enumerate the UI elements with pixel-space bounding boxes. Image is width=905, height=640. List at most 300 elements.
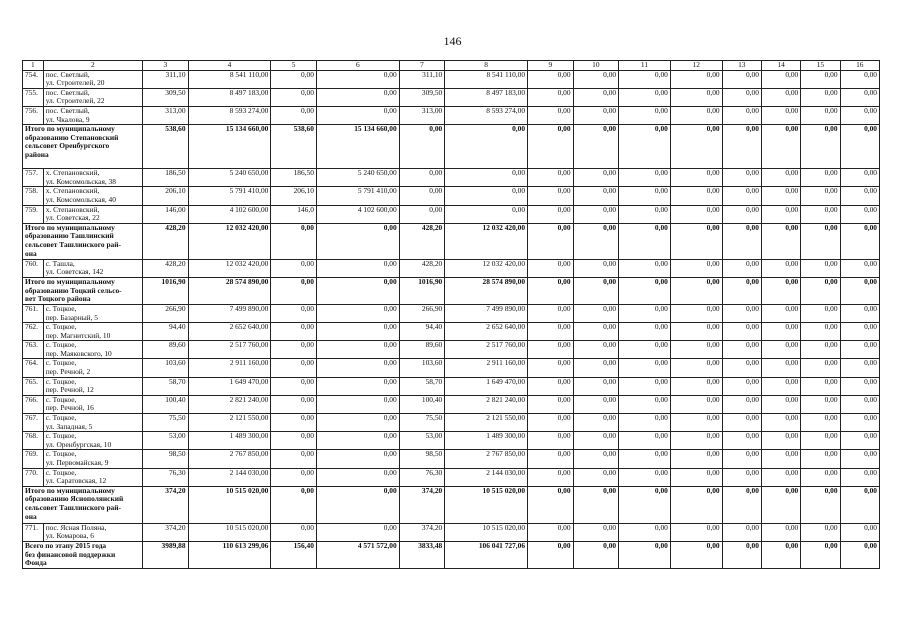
value-cell: 0,00 [761, 341, 800, 359]
value-cell: 15 134 660,00 [316, 125, 399, 169]
value-cell: 0,00 [271, 377, 317, 395]
subtotal-row [23, 541, 880, 568]
value-cell: 0,00 [840, 450, 879, 468]
value-cell: 428,20 [399, 259, 445, 277]
value-cell: 0,00 [528, 323, 574, 341]
value-cell: 0,00 [528, 377, 574, 395]
value-cell: 10 515 020,00 [188, 523, 271, 541]
table-row [23, 414, 880, 432]
value-cell: 75,50 [143, 414, 189, 432]
value-cell: 206,10 [271, 187, 317, 205]
value-cell: 0,00 [801, 486, 840, 523]
value-cell: 0,00 [801, 450, 840, 468]
value-cell: 0,00 [619, 395, 671, 413]
value-cell: 0,00 [528, 468, 574, 486]
value-cell: 0,00 [801, 541, 840, 568]
value-cell: 0,00 [619, 414, 671, 432]
value-cell: 0,00 [761, 205, 800, 223]
value-cell: 156,40 [271, 541, 317, 568]
value-cell: 0,00 [722, 541, 761, 568]
value-cell: 0,00 [670, 323, 722, 341]
column-number: 3 [143, 61, 189, 71]
value-cell: 374,20 [143, 523, 189, 541]
column-number: 6 [316, 61, 399, 71]
value-cell: 89,60 [143, 341, 189, 359]
value-cell: 0,00 [670, 125, 722, 169]
value-cell: 0,00 [801, 523, 840, 541]
value-cell: 0,00 [840, 468, 879, 486]
value-cell: 94,40 [399, 323, 445, 341]
address-cell: х. Степановский, ул. Комсомольская, 38 [43, 169, 142, 187]
table-row [23, 88, 880, 106]
value-cell: 0,00 [722, 523, 761, 541]
value-cell: 0,00 [316, 70, 399, 88]
value-cell: 374,20 [143, 486, 189, 523]
value-cell: 98,50 [399, 450, 445, 468]
value-cell: 76,30 [143, 468, 189, 486]
value-cell: 0,00 [840, 395, 879, 413]
subtotal-row [23, 125, 880, 169]
value-cell: 0,00 [271, 414, 317, 432]
table-row [23, 377, 880, 395]
value-cell: 0,00 [573, 304, 619, 322]
table-row [23, 205, 880, 223]
value-cell: 0,00 [670, 70, 722, 88]
value-cell: 0,00 [445, 205, 528, 223]
value-cell: 311,10 [399, 70, 445, 88]
value-cell: 1 489 300,00 [445, 432, 528, 450]
subtotal-label: Итого по муниципальному образованию Тоцкий сельсо- вет Тоцкого района [23, 277, 143, 304]
value-cell: 0,00 [801, 187, 840, 205]
value-cell: 103,60 [143, 359, 189, 377]
value-cell: 0,00 [840, 359, 879, 377]
value-cell: 89,60 [399, 341, 445, 359]
value-cell: 0,00 [528, 486, 574, 523]
value-cell: 0,00 [761, 70, 800, 88]
column-number: 1 [23, 61, 44, 71]
subtotal-row [23, 486, 880, 523]
value-cell: 0,00 [840, 323, 879, 341]
value-cell: 12 032 420,00 [188, 259, 271, 277]
value-cell: 0,00 [619, 359, 671, 377]
value-cell: 0,00 [670, 205, 722, 223]
value-cell: 0,00 [271, 277, 317, 304]
value-cell: 0,00 [271, 432, 317, 450]
column-number: 16 [840, 61, 879, 71]
row-number: 770. [23, 468, 44, 486]
report-table [22, 60, 880, 569]
value-cell: 0,00 [801, 395, 840, 413]
table-row [23, 187, 880, 205]
value-cell: 538,60 [143, 125, 189, 169]
value-cell: 0,00 [316, 277, 399, 304]
value-cell: 0,00 [670, 304, 722, 322]
value-cell: 0,00 [573, 359, 619, 377]
value-cell: 0,00 [840, 432, 879, 450]
column-number: 8 [445, 61, 528, 71]
value-cell: 0,00 [722, 395, 761, 413]
value-cell: 2 911 160,00 [445, 359, 528, 377]
value-cell: 0,00 [801, 414, 840, 432]
value-cell: 2 121 550,00 [445, 414, 528, 432]
value-cell: 0,00 [761, 395, 800, 413]
value-cell: 1 649 470,00 [188, 377, 271, 395]
subtotal-label: Итого по муниципальному образованию Степановский сельсовет Оренбургского района [23, 125, 143, 169]
address-cell: с. Тоцкое, пер. Маяковского, 10 [43, 341, 142, 359]
value-cell: 0,00 [573, 88, 619, 106]
value-cell: 0,00 [619, 377, 671, 395]
subtotal-label: Итого по муниципальному образованию Яснополянский сельсовет Ташлинского рай- она [23, 486, 143, 523]
value-cell: 0,00 [761, 304, 800, 322]
value-cell: 0,00 [573, 277, 619, 304]
value-cell: 0,00 [619, 259, 671, 277]
value-cell: 58,70 [399, 377, 445, 395]
column-number: 11 [619, 61, 671, 71]
address-cell: с. Тоцкое, пер. Речной, 16 [43, 395, 142, 413]
row-number: 760. [23, 259, 44, 277]
value-cell: 0,00 [801, 323, 840, 341]
value-cell: 0,00 [271, 468, 317, 486]
value-cell: 0,00 [801, 468, 840, 486]
address-cell: с. Тоцкое, ул. Первомайская, 9 [43, 450, 142, 468]
value-cell: 12 032 420,00 [188, 223, 271, 259]
value-cell: 2 652 640,00 [445, 323, 528, 341]
value-cell: 76,30 [399, 468, 445, 486]
value-cell: 0,00 [573, 125, 619, 169]
value-cell: 0,00 [619, 341, 671, 359]
address-cell: с. Тоцкое, пер. Речной, 2 [43, 359, 142, 377]
value-cell: 0,00 [722, 468, 761, 486]
value-cell: 0,00 [573, 341, 619, 359]
value-cell: 0,00 [528, 205, 574, 223]
row-number: 761. [23, 304, 44, 322]
value-cell: 0,00 [573, 70, 619, 88]
value-cell: 0,00 [801, 70, 840, 88]
table-row [23, 359, 880, 377]
value-cell: 0,00 [528, 341, 574, 359]
row-number: 755. [23, 88, 44, 106]
value-cell: 0,00 [670, 468, 722, 486]
value-cell: 0,00 [619, 223, 671, 259]
value-cell: 0,00 [619, 468, 671, 486]
column-number: 9 [528, 61, 574, 71]
value-cell: 0,00 [761, 541, 800, 568]
value-cell: 1016,90 [399, 277, 445, 304]
value-cell: 0,00 [801, 88, 840, 106]
value-cell: 0,00 [722, 432, 761, 450]
value-cell: 313,00 [399, 106, 445, 124]
value-cell: 0,00 [528, 359, 574, 377]
value-cell: 0,00 [445, 169, 528, 187]
value-cell: 0,00 [670, 486, 722, 523]
value-cell: 0,00 [840, 377, 879, 395]
table-row [23, 106, 880, 124]
address-cell: с. Тоцкое, ул. Оренбургская, 10 [43, 432, 142, 450]
column-number: 2 [43, 61, 142, 71]
column-number: 5 [271, 61, 317, 71]
value-cell: 3833,48 [399, 541, 445, 568]
value-cell: 0,00 [801, 169, 840, 187]
value-cell: 4 571 572,00 [316, 541, 399, 568]
row-number: 759. [23, 205, 44, 223]
value-cell: 0,00 [670, 341, 722, 359]
value-cell: 0,00 [271, 259, 317, 277]
address-cell: с. Тоцкое, пер. Магнитский, 10 [43, 323, 142, 341]
value-cell: 8 541 110,00 [188, 70, 271, 88]
value-cell: 5 791 410,00 [316, 187, 399, 205]
value-cell: 146,0 [271, 205, 317, 223]
value-cell: 0,00 [722, 187, 761, 205]
value-cell: 0,00 [271, 106, 317, 124]
value-cell: 0,00 [316, 468, 399, 486]
value-cell: 0,00 [840, 223, 879, 259]
value-cell: 538,60 [271, 125, 317, 169]
value-cell: 0,00 [316, 259, 399, 277]
value-cell: 0,00 [316, 359, 399, 377]
value-cell: 0,00 [761, 125, 800, 169]
row-number: 766. [23, 395, 44, 413]
value-cell: 0,00 [619, 323, 671, 341]
value-cell: 0,00 [619, 106, 671, 124]
value-cell: 2 821 240,00 [445, 395, 528, 413]
column-number: 10 [573, 61, 619, 71]
value-cell: 0,00 [670, 541, 722, 568]
value-cell: 0,00 [573, 223, 619, 259]
value-cell: 1 649 470,00 [445, 377, 528, 395]
value-cell: 4 102 600,00 [188, 205, 271, 223]
value-cell: 8 593 274,00 [445, 106, 528, 124]
column-number-row [23, 61, 880, 71]
table-row [23, 259, 880, 277]
value-cell: 0,00 [528, 395, 574, 413]
value-cell: 0,00 [316, 523, 399, 541]
value-cell: 5 240 650,00 [316, 169, 399, 187]
value-cell: 0,00 [722, 223, 761, 259]
value-cell: 10 515 020,00 [188, 486, 271, 523]
value-cell: 10 515 020,00 [445, 523, 528, 541]
value-cell: 309,50 [143, 88, 189, 106]
value-cell: 0,00 [573, 169, 619, 187]
value-cell: 0,00 [316, 106, 399, 124]
value-cell: 0,00 [801, 259, 840, 277]
row-number: 765. [23, 377, 44, 395]
value-cell: 0,00 [528, 187, 574, 205]
value-cell: 0,00 [670, 259, 722, 277]
value-cell: 0,00 [316, 414, 399, 432]
value-cell: 0,00 [840, 304, 879, 322]
value-cell: 0,00 [761, 88, 800, 106]
column-number: 12 [670, 61, 722, 71]
subtotal-row [23, 223, 880, 259]
row-number: 767. [23, 414, 44, 432]
value-cell: 0,00 [573, 205, 619, 223]
value-cell: 0,00 [316, 395, 399, 413]
value-cell: 0,00 [670, 106, 722, 124]
value-cell: 0,00 [840, 70, 879, 88]
value-cell: 3989,88 [143, 541, 189, 568]
value-cell: 0,00 [840, 486, 879, 523]
table-row [23, 341, 880, 359]
value-cell: 0,00 [271, 523, 317, 541]
value-cell: 0,00 [573, 450, 619, 468]
value-cell: 266,90 [399, 304, 445, 322]
value-cell: 106 041 727,06 [445, 541, 528, 568]
value-cell: 266,90 [143, 304, 189, 322]
value-cell: 0,00 [761, 523, 800, 541]
address-cell: пос. Светлый, ул. Строителей, 22 [43, 88, 142, 106]
value-cell: 12 032 420,00 [445, 223, 528, 259]
value-cell: 2 517 760,00 [445, 341, 528, 359]
value-cell: 0,00 [528, 432, 574, 450]
value-cell: 374,20 [399, 523, 445, 541]
value-cell: 4 102 600,00 [316, 205, 399, 223]
value-cell: 0,00 [528, 523, 574, 541]
value-cell: 2 144 030,00 [188, 468, 271, 486]
value-cell: 311,10 [143, 70, 189, 88]
value-cell: 0,00 [619, 277, 671, 304]
value-cell: 0,00 [573, 187, 619, 205]
value-cell: 0,00 [761, 414, 800, 432]
value-cell: 0,00 [573, 541, 619, 568]
table-row [23, 523, 880, 541]
value-cell: 15 134 660,00 [188, 125, 271, 169]
value-cell: 0,00 [573, 106, 619, 124]
value-cell: 98,50 [143, 450, 189, 468]
value-cell: 2 767 850,00 [188, 450, 271, 468]
value-cell: 100,40 [143, 395, 189, 413]
value-cell: 8 497 183,00 [445, 88, 528, 106]
value-cell: 28 574 890,00 [188, 277, 271, 304]
subtotal-label: Всего по этапу 2015 года без финансовой поддержки Фонда [23, 541, 143, 568]
value-cell: 0,00 [722, 106, 761, 124]
value-cell: 0,00 [840, 88, 879, 106]
value-cell: 0,00 [528, 88, 574, 106]
address-cell: пос. Ясная Поляна, ул. Комарова, 6 [43, 523, 142, 541]
value-cell: 0,00 [801, 205, 840, 223]
value-cell: 186,50 [271, 169, 317, 187]
row-number: 764. [23, 359, 44, 377]
value-cell: 0,00 [801, 106, 840, 124]
value-cell: 0,00 [670, 432, 722, 450]
subtotal-label: Итого по муниципальному образованию Ташлинский сельсовет Ташлинского рай- она [23, 223, 143, 259]
value-cell: 0,00 [619, 169, 671, 187]
value-cell: 0,00 [316, 223, 399, 259]
value-cell: 1016,90 [143, 277, 189, 304]
value-cell: 0,00 [271, 359, 317, 377]
table-row [23, 450, 880, 468]
subtotal-row [23, 277, 880, 304]
value-cell: 0,00 [761, 106, 800, 124]
value-cell: 0,00 [722, 486, 761, 523]
value-cell: 0,00 [761, 223, 800, 259]
value-cell: 0,00 [670, 88, 722, 106]
value-cell: 428,20 [399, 223, 445, 259]
value-cell: 0,00 [722, 88, 761, 106]
value-cell: 0,00 [840, 277, 879, 304]
value-cell: 0,00 [722, 125, 761, 169]
value-cell: 428,20 [143, 223, 189, 259]
row-number: 771. [23, 523, 44, 541]
value-cell: 75,50 [399, 414, 445, 432]
value-cell: 0,00 [670, 523, 722, 541]
value-cell: 2 767 850,00 [445, 450, 528, 468]
value-cell: 0,00 [619, 486, 671, 523]
value-cell: 5 240 650,00 [188, 169, 271, 187]
value-cell: 0,00 [399, 169, 445, 187]
value-cell: 0,00 [722, 277, 761, 304]
value-cell: 94,40 [143, 323, 189, 341]
value-cell: 0,00 [722, 341, 761, 359]
value-cell: 0,00 [619, 523, 671, 541]
value-cell: 0,00 [840, 414, 879, 432]
value-cell: 0,00 [670, 223, 722, 259]
value-cell: 0,00 [528, 277, 574, 304]
value-cell: 0,00 [761, 187, 800, 205]
row-number: 762. [23, 323, 44, 341]
row-number: 756. [23, 106, 44, 124]
value-cell: 0,00 [670, 169, 722, 187]
value-cell: 0,00 [316, 341, 399, 359]
value-cell: 0,00 [722, 169, 761, 187]
value-cell: 0,00 [316, 450, 399, 468]
address-cell: х. Степановский, ул. Советская, 22 [43, 205, 142, 223]
value-cell: 0,00 [761, 377, 800, 395]
value-cell: 0,00 [761, 169, 800, 187]
column-number: 14 [761, 61, 800, 71]
value-cell: 2 144 030,00 [445, 468, 528, 486]
value-cell: 0,00 [316, 323, 399, 341]
value-cell: 0,00 [619, 187, 671, 205]
value-cell: 0,00 [271, 70, 317, 88]
value-cell: 0,00 [619, 205, 671, 223]
value-cell: 0,00 [840, 125, 879, 169]
value-cell: 0,00 [619, 450, 671, 468]
row-number: 768. [23, 432, 44, 450]
value-cell: 110 613 299,06 [188, 541, 271, 568]
value-cell: 0,00 [619, 125, 671, 169]
value-cell: 0,00 [840, 187, 879, 205]
value-cell: 0,00 [573, 395, 619, 413]
value-cell: 7 499 890,00 [188, 304, 271, 322]
value-cell: 0,00 [801, 432, 840, 450]
address-cell: с. Тоцкое, ул. Саратовская, 12 [43, 468, 142, 486]
value-cell: 0,00 [573, 414, 619, 432]
column-number: 4 [188, 61, 271, 71]
value-cell: 8 593 274,00 [188, 106, 271, 124]
value-cell: 0,00 [271, 395, 317, 413]
value-cell: 0,00 [722, 205, 761, 223]
value-cell: 2 821 240,00 [188, 395, 271, 413]
value-cell: 53,00 [143, 432, 189, 450]
value-cell: 0,00 [801, 377, 840, 395]
value-cell: 10 515 020,00 [445, 486, 528, 523]
value-cell: 0,00 [670, 450, 722, 468]
value-cell: 0,00 [528, 125, 574, 169]
address-cell: с. Ташла, ул. Советская, 142 [43, 259, 142, 277]
row-number: 758. [23, 187, 44, 205]
value-cell: 5 791 410,00 [188, 187, 271, 205]
value-cell: 0,00 [670, 377, 722, 395]
value-cell: 0,00 [722, 414, 761, 432]
value-cell: 0,00 [840, 341, 879, 359]
value-cell: 8 541 110,00 [445, 70, 528, 88]
column-number: 13 [722, 61, 761, 71]
value-cell: 0,00 [840, 259, 879, 277]
value-cell: 0,00 [271, 450, 317, 468]
value-cell: 0,00 [722, 450, 761, 468]
value-cell: 0,00 [528, 223, 574, 259]
value-cell: 0,00 [761, 323, 800, 341]
